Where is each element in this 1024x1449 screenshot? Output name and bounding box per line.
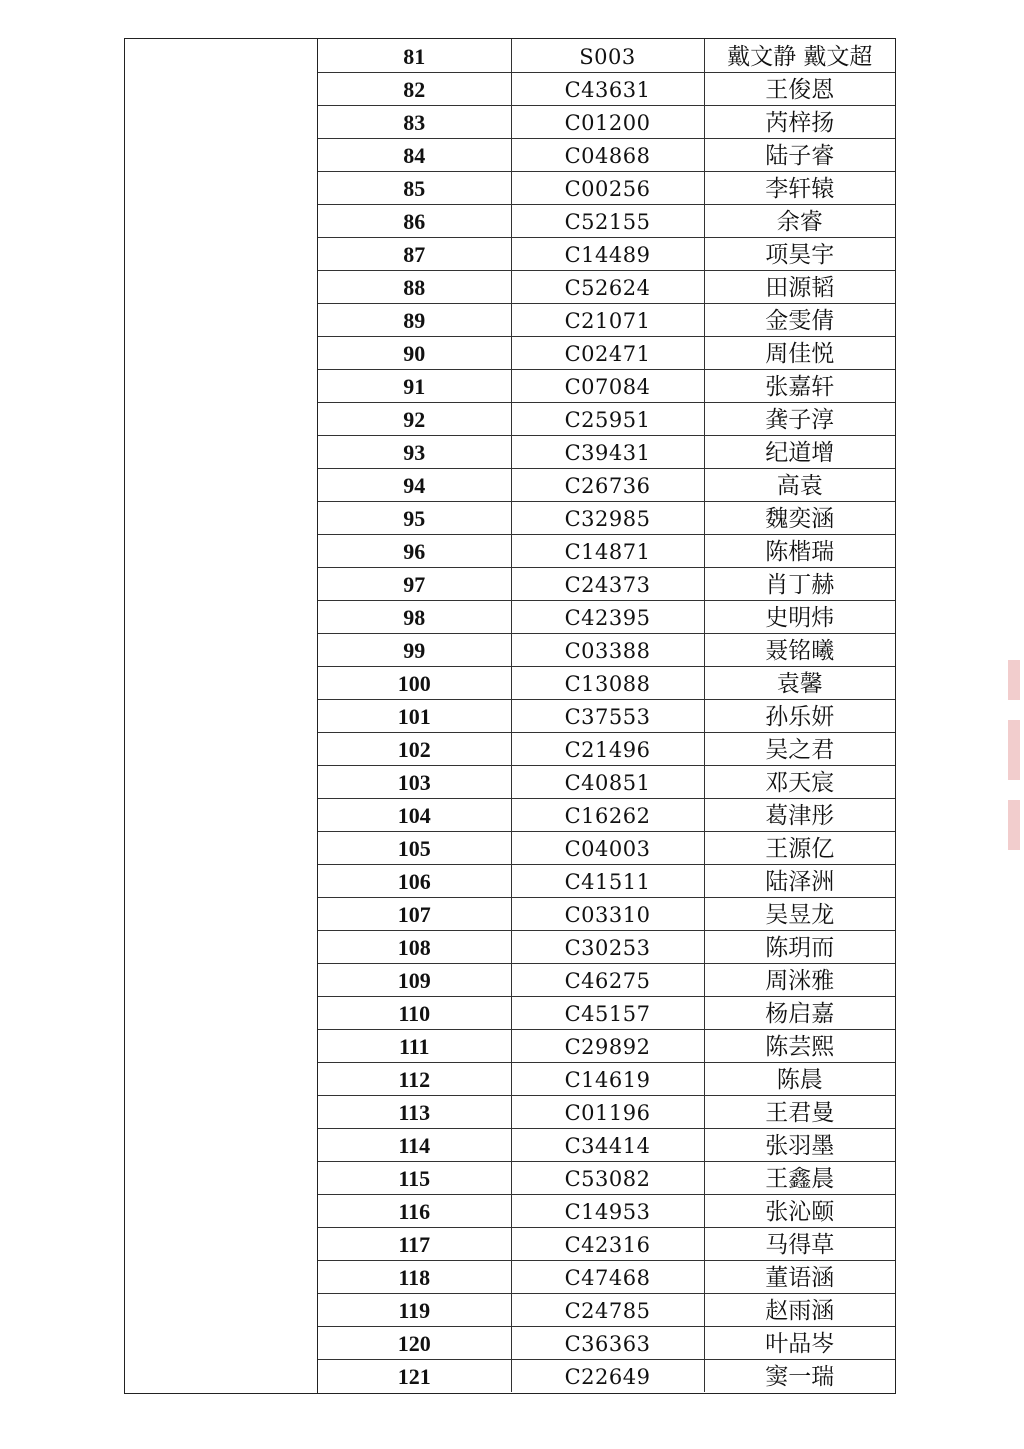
roster-table bbox=[318, 39, 895, 1392]
table-row bbox=[318, 171, 895, 204]
row-number: 119 bbox=[318, 1293, 511, 1326]
table-row bbox=[318, 1326, 895, 1359]
student-code: C04003 bbox=[511, 831, 704, 864]
student-code: C14871 bbox=[511, 534, 704, 567]
student-code: C03388 bbox=[511, 633, 704, 666]
row-number: 103 bbox=[318, 765, 511, 798]
table-row bbox=[318, 105, 895, 138]
row-number: 84 bbox=[318, 138, 511, 171]
student-name: 田源韬 bbox=[704, 270, 895, 303]
student-name: 赵雨涵 bbox=[704, 1293, 895, 1326]
row-number: 95 bbox=[318, 501, 511, 534]
row-number: 88 bbox=[318, 270, 511, 303]
row-number: 86 bbox=[318, 204, 511, 237]
row-number: 115 bbox=[318, 1161, 511, 1194]
blank-left-column bbox=[125, 39, 318, 1393]
row-number: 114 bbox=[318, 1128, 511, 1161]
row-number: 90 bbox=[318, 336, 511, 369]
student-code: C53082 bbox=[511, 1161, 704, 1194]
student-name: 马得草 bbox=[704, 1227, 895, 1260]
row-number: 99 bbox=[318, 633, 511, 666]
student-name: 吴昱龙 bbox=[704, 897, 895, 930]
student-code: C45157 bbox=[511, 996, 704, 1029]
table-row bbox=[318, 39, 895, 72]
student-code: C14489 bbox=[511, 237, 704, 270]
student-name: 高袁 bbox=[704, 468, 895, 501]
table-row bbox=[318, 534, 895, 567]
table-row bbox=[318, 699, 895, 732]
student-code: C02471 bbox=[511, 336, 704, 369]
student-name: 王源亿 bbox=[704, 831, 895, 864]
red-stamp-fragment bbox=[1008, 800, 1020, 850]
student-code: C21496 bbox=[511, 732, 704, 765]
table-row bbox=[318, 1161, 895, 1194]
student-name: 吴之君 bbox=[704, 732, 895, 765]
student-code: C47468 bbox=[511, 1260, 704, 1293]
student-name: 金雯倩 bbox=[704, 303, 895, 336]
student-name: 李轩辕 bbox=[704, 171, 895, 204]
row-number: 110 bbox=[318, 996, 511, 1029]
row-number: 106 bbox=[318, 864, 511, 897]
row-number: 89 bbox=[318, 303, 511, 336]
student-code: C21071 bbox=[511, 303, 704, 336]
table-row bbox=[318, 1260, 895, 1293]
table-row bbox=[318, 1359, 895, 1392]
student-name: 王君曼 bbox=[704, 1095, 895, 1128]
table-row bbox=[318, 831, 895, 864]
student-name: 张羽墨 bbox=[704, 1128, 895, 1161]
student-name: 史明炜 bbox=[704, 600, 895, 633]
table-row bbox=[318, 1194, 895, 1227]
row-number: 97 bbox=[318, 567, 511, 600]
student-name: 芮梓扬 bbox=[704, 105, 895, 138]
student-name: 魏奕涵 bbox=[704, 501, 895, 534]
row-number: 104 bbox=[318, 798, 511, 831]
table-row bbox=[318, 930, 895, 963]
student-code: C52155 bbox=[511, 204, 704, 237]
student-code: C01196 bbox=[511, 1095, 704, 1128]
row-number: 101 bbox=[318, 699, 511, 732]
table-row bbox=[318, 336, 895, 369]
red-stamp-fragment bbox=[1008, 660, 1020, 700]
student-code: C42316 bbox=[511, 1227, 704, 1260]
student-code: C24373 bbox=[511, 567, 704, 600]
student-name: 周佳悦 bbox=[704, 336, 895, 369]
student-code: C00256 bbox=[511, 171, 704, 204]
table-row bbox=[318, 567, 895, 600]
student-code: C01200 bbox=[511, 105, 704, 138]
student-code: C13088 bbox=[511, 666, 704, 699]
student-code: C37553 bbox=[511, 699, 704, 732]
student-code: C16262 bbox=[511, 798, 704, 831]
table-row bbox=[318, 369, 895, 402]
student-code: C43631 bbox=[511, 72, 704, 105]
student-name: 王俊恩 bbox=[704, 72, 895, 105]
table-row bbox=[318, 798, 895, 831]
row-number: 94 bbox=[318, 468, 511, 501]
student-name: 陆泽洲 bbox=[704, 864, 895, 897]
student-code: C14953 bbox=[511, 1194, 704, 1227]
table-row bbox=[318, 303, 895, 336]
table-row bbox=[318, 501, 895, 534]
table-row bbox=[318, 1095, 895, 1128]
student-name: 聂铭曦 bbox=[704, 633, 895, 666]
row-number: 107 bbox=[318, 897, 511, 930]
student-code: C14619 bbox=[511, 1062, 704, 1095]
table-row bbox=[318, 666, 895, 699]
student-name: 余睿 bbox=[704, 204, 895, 237]
row-number: 105 bbox=[318, 831, 511, 864]
row-number: 93 bbox=[318, 435, 511, 468]
student-name: 陈楷瑞 bbox=[704, 534, 895, 567]
student-name: 陈芸熙 bbox=[704, 1029, 895, 1062]
student-code: C30253 bbox=[511, 930, 704, 963]
table-row bbox=[318, 633, 895, 666]
student-name: 张沁颐 bbox=[704, 1194, 895, 1227]
table-row bbox=[318, 1227, 895, 1260]
row-number: 87 bbox=[318, 237, 511, 270]
table-row bbox=[318, 138, 895, 171]
student-code: C52624 bbox=[511, 270, 704, 303]
student-code: C39431 bbox=[511, 435, 704, 468]
student-code: C26736 bbox=[511, 468, 704, 501]
row-number: 109 bbox=[318, 963, 511, 996]
row-number: 116 bbox=[318, 1194, 511, 1227]
table-row bbox=[318, 864, 895, 897]
table-row bbox=[318, 1062, 895, 1095]
row-number: 113 bbox=[318, 1095, 511, 1128]
student-name: 戴文静 戴文超 bbox=[704, 39, 895, 72]
table-row bbox=[318, 237, 895, 270]
student-name: 肖丁赫 bbox=[704, 567, 895, 600]
student-name: 叶品岑 bbox=[704, 1326, 895, 1359]
table-row bbox=[318, 468, 895, 501]
table-row bbox=[318, 897, 895, 930]
student-code: C04868 bbox=[511, 138, 704, 171]
roster-body bbox=[318, 39, 895, 1392]
table-row bbox=[318, 402, 895, 435]
student-name: 周洣雅 bbox=[704, 963, 895, 996]
red-stamp-fragment bbox=[1008, 720, 1020, 780]
row-number: 118 bbox=[318, 1260, 511, 1293]
student-code: C40851 bbox=[511, 765, 704, 798]
row-number: 85 bbox=[318, 171, 511, 204]
table-row bbox=[318, 765, 895, 798]
row-number: 120 bbox=[318, 1326, 511, 1359]
student-code: C22649 bbox=[511, 1359, 704, 1392]
student-name: 龚子淳 bbox=[704, 402, 895, 435]
student-name: 陈晨 bbox=[704, 1062, 895, 1095]
row-number: 111 bbox=[318, 1029, 511, 1062]
table-row bbox=[318, 963, 895, 996]
table-row bbox=[318, 1029, 895, 1062]
student-name: 杨启嘉 bbox=[704, 996, 895, 1029]
student-code: C03310 bbox=[511, 897, 704, 930]
roster-table-frame bbox=[124, 38, 896, 1394]
student-name: 王鑫晨 bbox=[704, 1161, 895, 1194]
table-row bbox=[318, 732, 895, 765]
table-row bbox=[318, 435, 895, 468]
table-row bbox=[318, 270, 895, 303]
student-name: 项昊宇 bbox=[704, 237, 895, 270]
student-code: C36363 bbox=[511, 1326, 704, 1359]
row-number: 81 bbox=[318, 39, 511, 72]
table-row bbox=[318, 600, 895, 633]
student-code: C07084 bbox=[511, 369, 704, 402]
student-name: 董语涵 bbox=[704, 1260, 895, 1293]
table-row bbox=[318, 1128, 895, 1161]
student-name: 陈玥而 bbox=[704, 930, 895, 963]
student-name: 邓天宸 bbox=[704, 765, 895, 798]
row-number: 98 bbox=[318, 600, 511, 633]
row-number: 83 bbox=[318, 105, 511, 138]
student-name: 窦一瑞 bbox=[704, 1359, 895, 1392]
student-name: 纪道增 bbox=[704, 435, 895, 468]
student-name: 葛津彤 bbox=[704, 798, 895, 831]
table-row bbox=[318, 204, 895, 237]
student-code: S003 bbox=[511, 39, 704, 72]
student-name: 孙乐妍 bbox=[704, 699, 895, 732]
student-name: 张嘉轩 bbox=[704, 369, 895, 402]
student-code: C32985 bbox=[511, 501, 704, 534]
row-number: 92 bbox=[318, 402, 511, 435]
student-code: C25951 bbox=[511, 402, 704, 435]
student-code: C42395 bbox=[511, 600, 704, 633]
student-name: 陆子睿 bbox=[704, 138, 895, 171]
student-code: C34414 bbox=[511, 1128, 704, 1161]
row-number: 100 bbox=[318, 666, 511, 699]
row-number: 117 bbox=[318, 1227, 511, 1260]
table-row bbox=[318, 72, 895, 105]
table-row bbox=[318, 996, 895, 1029]
row-number: 102 bbox=[318, 732, 511, 765]
student-code: C41511 bbox=[511, 864, 704, 897]
student-code: C46275 bbox=[511, 963, 704, 996]
student-name: 袁馨 bbox=[704, 666, 895, 699]
row-number: 121 bbox=[397, 1364, 431, 1389]
row-number: 82 bbox=[318, 72, 511, 105]
row-number: 96 bbox=[318, 534, 511, 567]
table-row bbox=[318, 1293, 895, 1326]
student-code: C29892 bbox=[511, 1029, 704, 1062]
student-code: C24785 bbox=[511, 1293, 704, 1326]
row-number: 108 bbox=[318, 930, 511, 963]
row-number: 91 bbox=[318, 369, 511, 402]
row-number: 112 bbox=[318, 1062, 511, 1095]
